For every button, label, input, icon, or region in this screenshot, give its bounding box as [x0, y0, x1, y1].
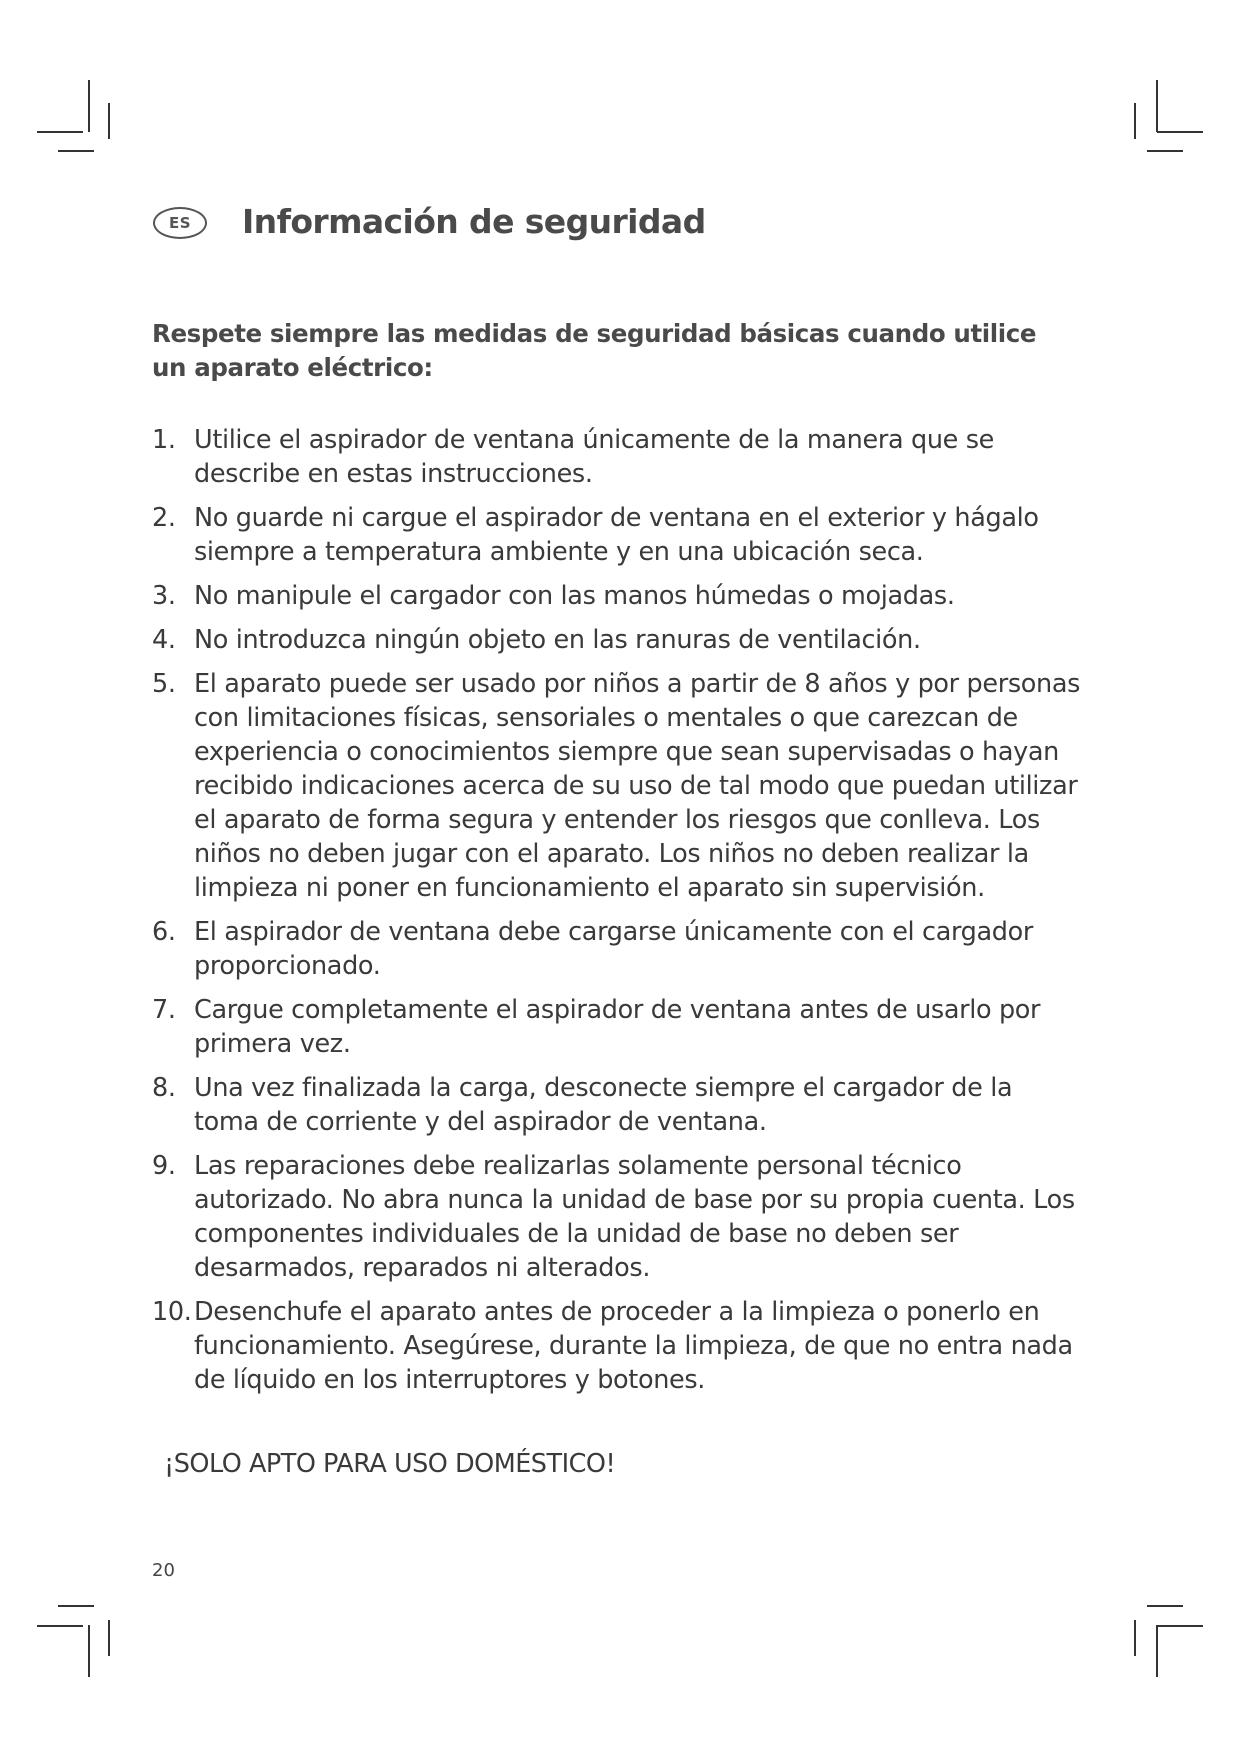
- list-item-number: 6.: [152, 917, 176, 947]
- intro-text: Respete siempre las medidas de seguridad básicas cuando utilice un aparato eléctrico:: [152, 319, 1037, 382]
- list-item: [152, 993, 1082, 1061]
- list-item: [152, 501, 1082, 569]
- crop-mark-top-left-h: [37, 131, 83, 133]
- list-item-number: 3.: [152, 581, 176, 611]
- list-item-number: 5.: [152, 669, 176, 699]
- crop-mark-top-left-v2: [108, 103, 110, 139]
- list-item-number: 10.: [152, 1297, 192, 1327]
- list-item-text: El aparato puede ser usado por niños a partir de 8 años y por personas con limitaciones físicas, sensoriales o mentales o que carezcan de experiencia o conocimientos siempre que sean supervisadas o hayan recibido indicaciones acerca de su uso de tal modo que puedan utilizar el aparato de forma segura y entender los riesgos que conlleva. Los niños no deben jugar con el aparato. Los niños no deben realizar la limpieza ni poner en funcionamiento el aparato sin supervisión.: [194, 669, 1081, 903]
- list-item: [152, 1071, 1082, 1139]
- list-item-text: No introduzca ningún objeto en las ranuras de ventilación.: [194, 625, 921, 655]
- list-item: [152, 915, 1082, 983]
- list-item-text: El aspirador de ventana debe cargarse únicamente con el cargador proporcionado.: [194, 917, 1033, 981]
- crop-mark-bottom-right-v2: [1134, 1620, 1136, 1656]
- household-use-note: ¡SOLO APTO PARA USO DOMÉSTICO!: [164, 1449, 616, 1479]
- list-item-text: Una vez finalizada la carga, desconecte siempre el cargador de la toma de corriente y del aspirador de ventana.: [194, 1073, 1013, 1137]
- list-item: [152, 1149, 1082, 1285]
- crop-mark-top-right-h2: [1147, 150, 1183, 152]
- crop-mark-top-right-h: [1157, 131, 1203, 133]
- crop-mark-bottom-left-h2: [37, 1625, 83, 1627]
- crop-mark-bottom-left-v2: [108, 1620, 110, 1656]
- list-item: [152, 623, 1082, 657]
- list-item-number: 4.: [152, 625, 176, 655]
- list-item-text: Cargue completamente el aspirador de ventana antes de usarlo por primera vez.: [194, 995, 1041, 1059]
- list-item-number: 7.: [152, 995, 176, 1025]
- list-item: [152, 1295, 1082, 1397]
- crop-mark-bottom-left-h: [58, 1605, 94, 1607]
- list-item-text: No manipule el cargador con las manos húmedas o mojadas.: [194, 581, 955, 611]
- list-item-number: 9.: [152, 1151, 176, 1181]
- list-item-number: 2.: [152, 503, 176, 533]
- crop-mark-top-left-h2: [58, 150, 94, 152]
- crop-mark-bottom-right-h: [1147, 1605, 1183, 1607]
- list-item: [152, 423, 1082, 491]
- page-title: Información de seguridad: [242, 202, 706, 241]
- safety-rules-list: [152, 423, 1082, 1407]
- crop-mark-bottom-right-h2: [1157, 1625, 1203, 1627]
- list-item: [152, 579, 1082, 613]
- page-number: 20: [152, 1560, 175, 1581]
- crop-mark-top-left-v: [88, 80, 90, 132]
- list-item-text: Desenchufe el aparato antes de proceder a la limpieza o ponerlo en funcionamiento. Asegúrese, durante la limpieza, de que no entra nada de líquido en los interruptores y botones.: [194, 1297, 1073, 1395]
- crop-mark-top-right-v2: [1134, 103, 1136, 139]
- crop-mark-bottom-right-v: [1156, 1625, 1158, 1677]
- list-item: [152, 667, 1082, 905]
- crop-mark-bottom-left-v: [88, 1625, 90, 1677]
- list-item-text: No guarde ni cargue el aspirador de ventana en el exterior y hágalo siempre a temperatura ambiente y en una ubicación seca.: [194, 503, 1039, 567]
- language-badge: ES: [153, 207, 207, 239]
- list-item-number: 1.: [152, 425, 176, 455]
- list-item-text: Las reparaciones debe realizarlas solamente personal técnico autorizado. No abra nunca la unidad de base por su propia cuenta. Los componentes individuales de la unidad de base no deben ser desarmados, reparados ni alterados.: [194, 1151, 1075, 1283]
- list-item-text: Utilice el aspirador de ventana únicamente de la manera que se describe en estas instrucciones.: [194, 425, 995, 489]
- list-item-number: 8.: [152, 1073, 176, 1103]
- crop-mark-top-right-v: [1156, 80, 1158, 132]
